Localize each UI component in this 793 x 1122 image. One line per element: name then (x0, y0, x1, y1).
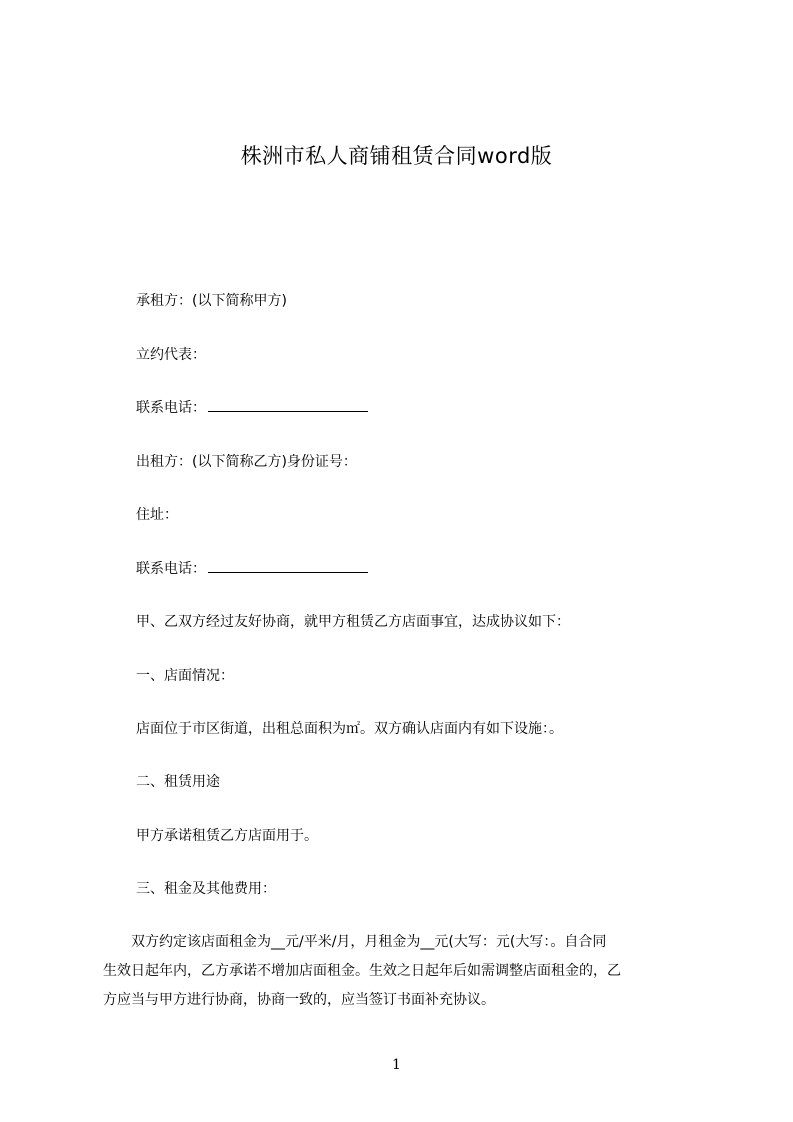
rent-paragraph-line: 生效日起年内，乙方承诺不增加店面租金。生效之日起年后如需调整店面租金的，乙 (103, 963, 621, 979)
section3-heading: 三、租金及其他费用： (136, 881, 276, 897)
representative-line: 立约代表： (136, 347, 206, 363)
lessor-phone-line (136, 558, 368, 580)
phone-label: 联系电话： (136, 561, 206, 577)
section1-heading: 一、店面情况： (136, 668, 234, 684)
address-line: 住址： (136, 507, 178, 523)
section2-heading: 二、租赁用途 (136, 774, 220, 790)
page-number: 1 (392, 1057, 401, 1073)
phone-blank-field (208, 397, 368, 412)
lessee-phone-line (136, 397, 368, 419)
rent-paragraph-line: 方应当与甲方进行协商，协商一致的，应当签订书面补充协议。 (103, 992, 495, 1008)
phone-label: 联系电话： (136, 400, 206, 416)
intro-line: 甲、乙双方经过友好协商，就甲方租赁乙方店面事宜，达成协议如下： (136, 614, 570, 630)
phone-blank-field (208, 558, 368, 573)
document-title: 株洲市私人商铺租赁合同word版 (240, 144, 553, 168)
rent-paragraph-line: 双方约定该店面租金为__元/平米/月，月租金为__元(大写：元(大写：。自合同 (103, 934, 607, 950)
section1-body: 店面位于市区街道，出租总面积为㎡。双方确认店面内有如下设施：。 (136, 721, 563, 737)
section2-body: 甲方承诺租赁乙方店面用于。 (136, 828, 318, 844)
rent-paragraph (103, 928, 701, 1015)
lessor-line: 出租方：(以下简称乙方)身份证号： (136, 454, 357, 470)
lessee-line: 承租方：(以下简称甲方) (136, 293, 287, 309)
